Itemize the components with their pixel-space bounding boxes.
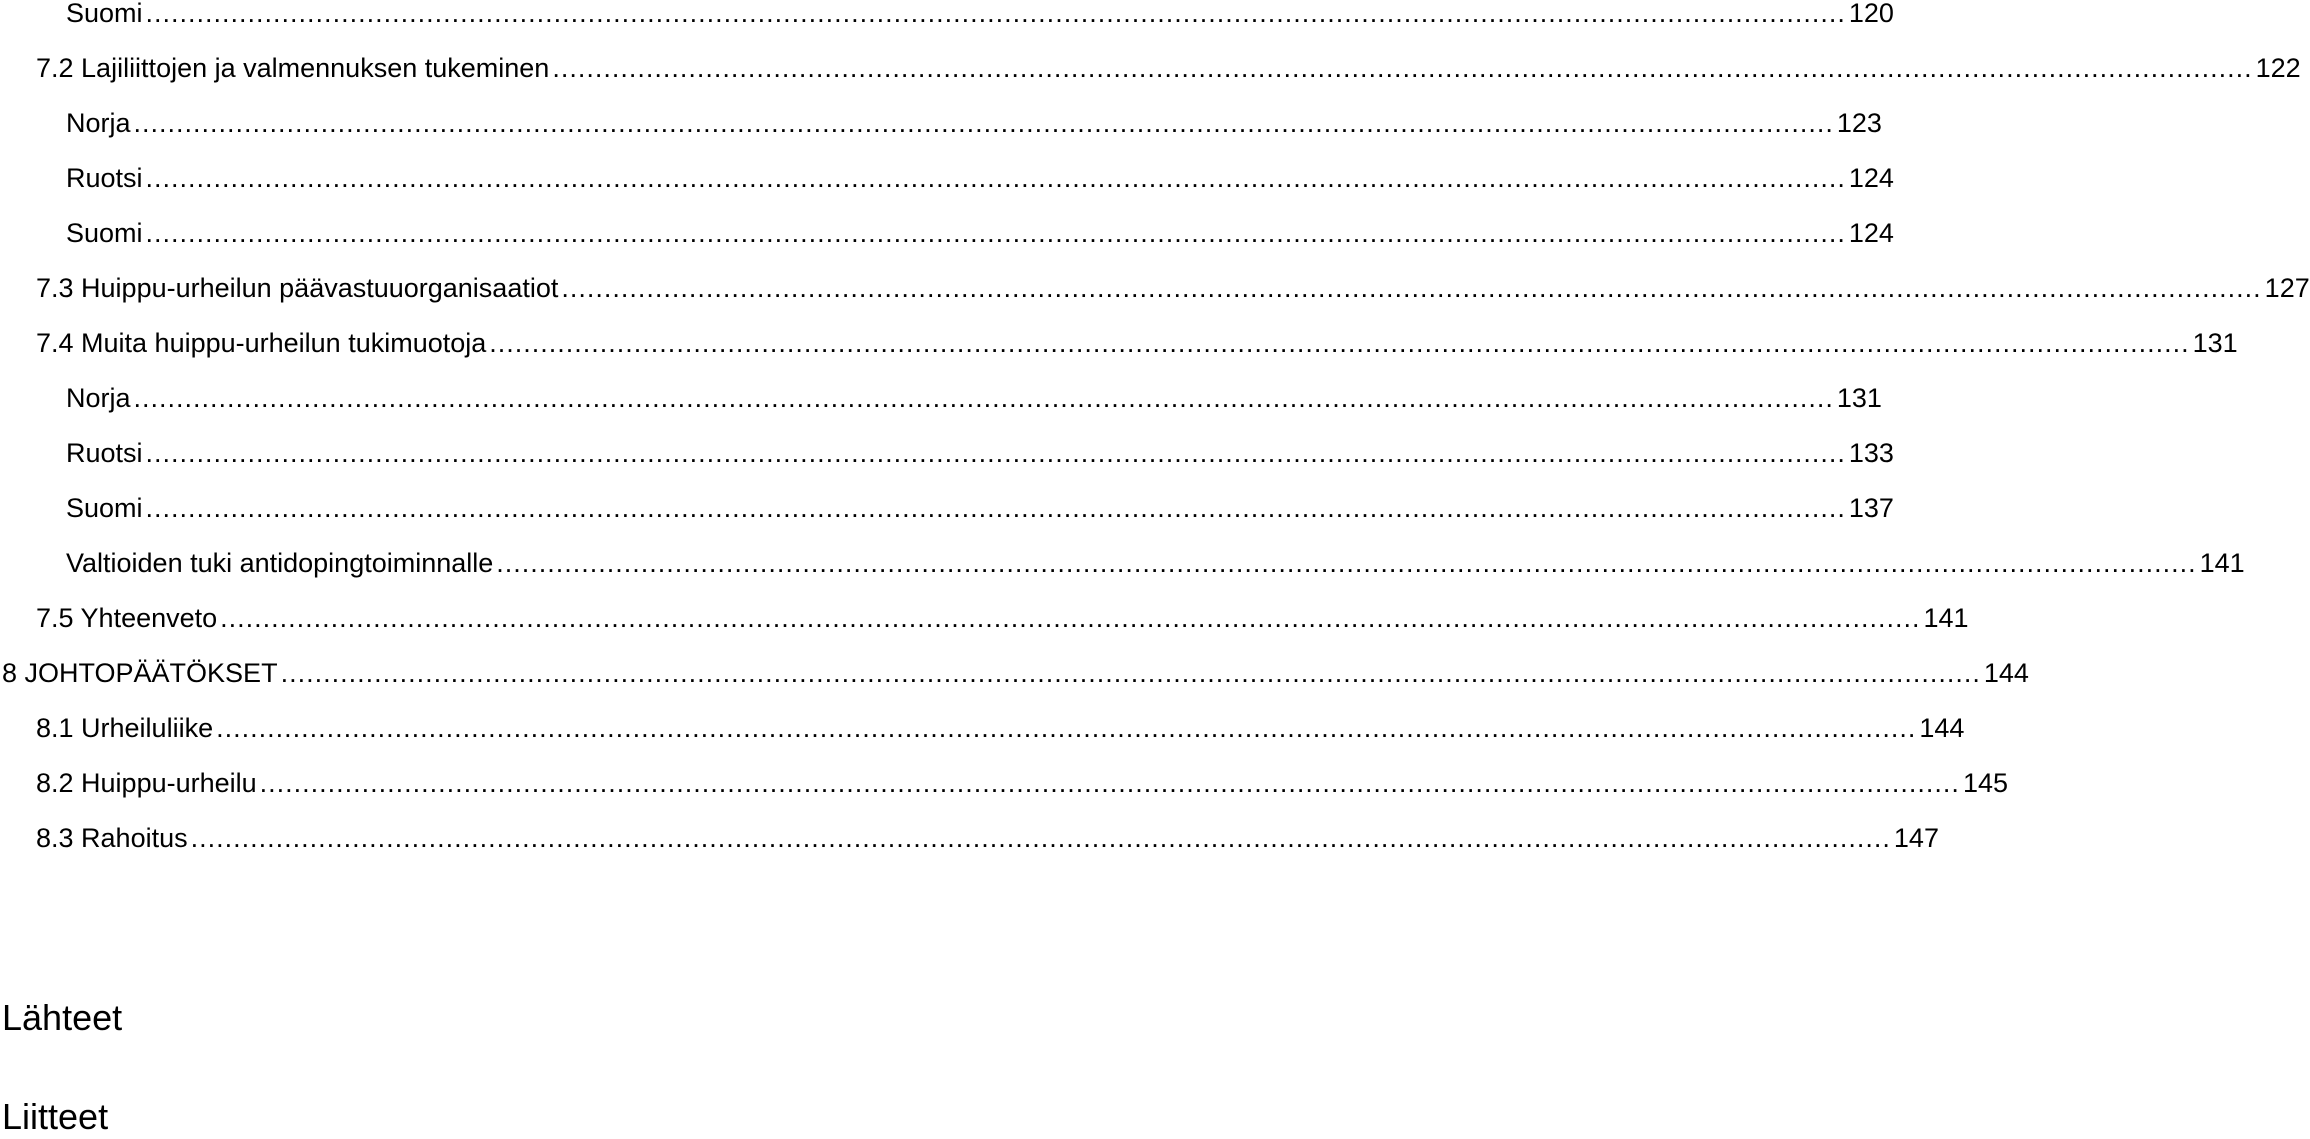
references-heading: Lähteet [2,997,123,1038]
toc-page-number: 122 [2255,53,2301,83]
toc-entry-label: 8.2 Huippu-urheilu [36,768,257,798]
toc-page-number: 144 [1919,713,1965,743]
dot-leader [146,213,1846,253]
toc-entry[interactable] [0,0,1894,33]
toc-entry-label: 7.3 Huippu-urheilun päävastuuorganisaatiot [36,273,559,303]
toc-entry[interactable] [0,268,2310,308]
toc-entry-label: 8.3 Rahoitus [36,823,188,853]
dot-leader [260,763,1960,803]
toc-entry-label: Suomi [66,0,143,28]
toc-entry[interactable] [0,48,2301,88]
toc-entry-label: Suomi [66,218,143,248]
toc-page-number: 124 [1848,163,1894,193]
toc-page-number: 123 [1836,108,1882,138]
toc-page-number: 127 [2264,273,2310,303]
appendices-heading: Liitteet [2,1096,109,1137]
toc-page-number: 131 [1836,383,1882,413]
dot-leader [496,543,2196,583]
dot-leader [220,598,1920,638]
toc-entry-label: Norja [66,108,131,138]
toc-page-number: 137 [1848,493,1894,523]
toc-entry[interactable] [0,103,1882,143]
toc-entry[interactable] [0,433,1894,473]
toc-page-number: 131 [2192,328,2238,358]
toc-entry[interactable] [0,488,1894,528]
dot-leader [146,488,1846,528]
toc-entry[interactable] [0,323,2238,363]
toc-page-number: 141 [2199,548,2245,578]
dot-leader [216,708,1916,748]
dot-leader [191,818,1891,858]
toc-entry[interactable] [0,598,1969,638]
toc-entry[interactable] [0,543,2245,583]
dot-leader [146,433,1846,473]
toc-entry[interactable] [0,708,1965,748]
toc-entry[interactable] [0,653,2029,693]
dot-leader [489,323,2189,363]
dot-leader [134,103,1834,143]
toc-entry[interactable] [0,378,1882,418]
dot-leader [134,378,1834,418]
toc-page-number: 124 [1848,218,1894,248]
toc-entry-label: Ruotsi [66,163,143,193]
dot-leader [552,48,2252,88]
dot-leader [281,653,1981,693]
toc-page-number: 145 [1962,768,2008,798]
toc-entry-label: 7.2 Lajiliittojen ja valmennuksen tukeminen [36,53,550,83]
dot-leader [561,268,2261,308]
toc-entry[interactable] [0,818,1939,858]
toc-entry[interactable] [0,213,1894,253]
toc-page-number: 141 [1923,603,1969,633]
toc-entry-label: Valtioiden tuki antidopingtoiminnalle [66,548,494,578]
toc-entry-label: Suomi [66,493,143,523]
toc-entry-label: 7.4 Muita huippu-urheilun tukimuotoja [36,328,487,358]
toc-page-number: 147 [1893,823,1939,853]
toc-page-number: 120 [1848,0,1894,28]
dot-leader [146,0,1846,33]
toc-page-number: 144 [1983,658,2029,688]
dot-leader [146,158,1846,198]
toc-entry-label: 8 JOHTOPÄÄTÖKSET [2,658,278,688]
toc-page-number: 133 [1848,438,1894,468]
toc-entry[interactable] [0,158,1894,198]
toc-entry-label: 7.5 Yhteenveto [36,603,218,633]
toc-entry-label: 8.1 Urheiluliike [36,713,214,743]
toc-entry-label: Norja [66,383,131,413]
toc-entry[interactable] [0,763,2008,803]
toc-entry-label: Ruotsi [66,438,143,468]
